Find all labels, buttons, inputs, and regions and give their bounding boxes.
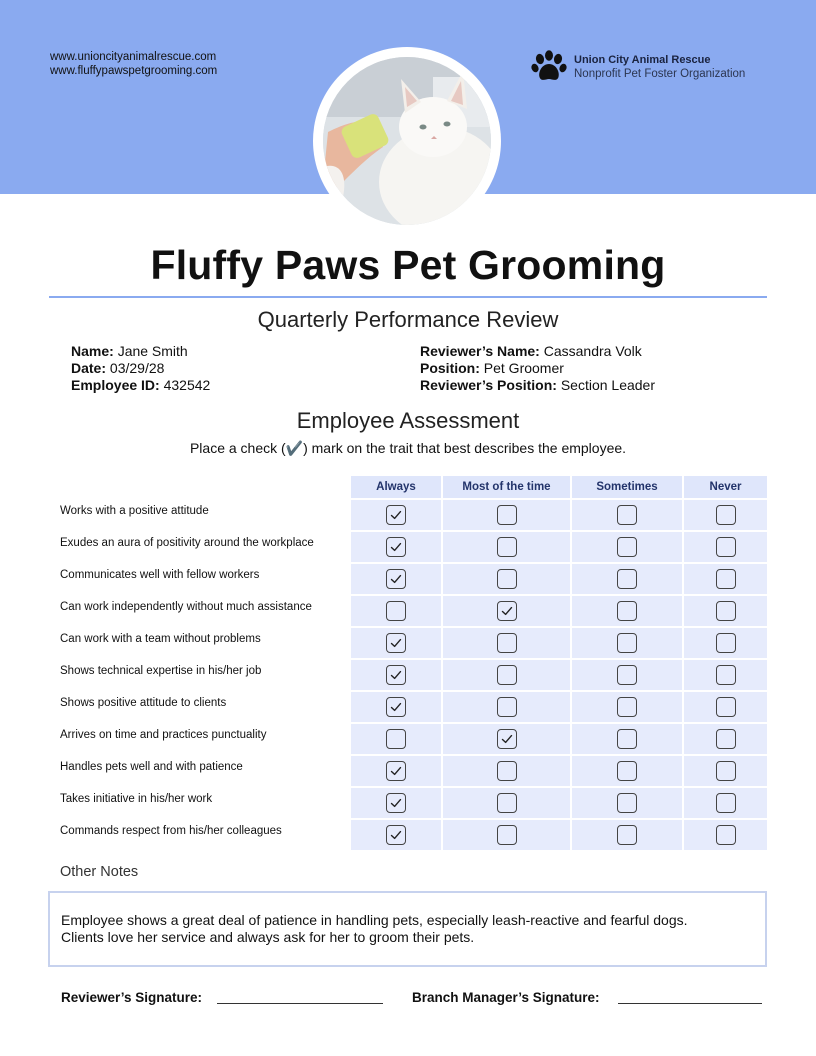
grid-cell-never: [684, 692, 767, 722]
checkbox-most-of-the-time[interactable]: [497, 729, 517, 749]
notes-field[interactable]: [48, 891, 767, 967]
checkmark-icon: [390, 541, 402, 553]
grid-cell-most-of-the-time: [443, 564, 570, 594]
grid-cell-never: [684, 532, 767, 562]
checkmark-icon: [390, 829, 402, 841]
grid-cell-never: [684, 564, 767, 594]
review-date-line: [71, 360, 210, 377]
checkmark-icon: [390, 765, 402, 777]
checkbox-always[interactable]: [386, 825, 406, 845]
position: Pet Groomer: [483, 360, 564, 376]
trait-label: Commands respect from his/her colleagues: [60, 825, 282, 837]
checkbox-always[interactable]: [386, 729, 406, 749]
organization-subtitle: Nonprofit Pet Foster Organization: [574, 68, 746, 80]
checkbox-always[interactable]: [386, 665, 406, 685]
grid-cell-sometimes: [572, 596, 682, 626]
grid-cell-sometimes: [572, 692, 682, 722]
checkbox-most-of-the-time[interactable]: [497, 569, 517, 589]
trait-label: Arrives on time and practices punctuality: [60, 729, 267, 741]
website-links: [50, 50, 217, 78]
employee-info: [71, 343, 210, 394]
checkbox-sometimes[interactable]: [617, 505, 637, 525]
column-header-never: Never: [684, 476, 767, 498]
reviewer-name: Cassandra Volk: [543, 343, 642, 359]
table-row: [351, 692, 769, 722]
title-divider: [49, 296, 767, 298]
reviewer-signature-label: Reviewer’s Signature:: [61, 990, 203, 1005]
review-date: 03/29/28: [109, 360, 165, 376]
table-row: [351, 756, 769, 786]
grid-cell-always: [351, 564, 441, 594]
checkbox-most-of-the-time[interactable]: [497, 825, 517, 845]
grid-cell-always: [351, 692, 441, 722]
grid-cell-most-of-the-time: [443, 756, 570, 786]
checkbox-sometimes[interactable]: [617, 569, 637, 589]
table-row: [351, 500, 769, 530]
trait-label: Exudes an aura of positivity around the workplace: [60, 537, 314, 549]
checkbox-sometimes[interactable]: [617, 665, 637, 685]
grid-cell-most-of-the-time: [443, 724, 570, 754]
checkbox-most-of-the-time[interactable]: [497, 697, 517, 717]
grid-cell-never: [684, 500, 767, 530]
trait-label: Shows technical expertise in his/her job: [60, 665, 262, 677]
checkmark-icon: [390, 573, 402, 585]
table-row: [351, 564, 769, 594]
checkbox-most-of-the-time[interactable]: [497, 537, 517, 557]
checkbox-most-of-the-time[interactable]: [497, 633, 517, 653]
checkbox-never[interactable]: [716, 569, 736, 589]
notes-line-2: Clients love her service and always ask for her to groom their pets.: [61, 929, 475, 945]
checkmark-icon: [390, 669, 402, 681]
employee-name: Jane Smith: [117, 343, 188, 359]
grid-cell-sometimes: [572, 756, 682, 786]
checkbox-never[interactable]: [716, 505, 736, 525]
checkbox-never[interactable]: [716, 793, 736, 813]
grid-cell-most-of-the-time: [443, 692, 570, 722]
trait-label: Communicates well with fellow workers: [60, 569, 260, 581]
grid-cell-most-of-the-time: [443, 788, 570, 818]
checkbox-never[interactable]: [716, 761, 736, 781]
grid-cell-always: [351, 756, 441, 786]
grid-cell-always: [351, 724, 441, 754]
checkbox-sometimes[interactable]: [617, 697, 637, 717]
trait-label: Takes initiative in his/her work: [60, 793, 213, 805]
grid-cell-never: [684, 724, 767, 754]
position-label: Position:: [420, 360, 480, 376]
cat-grooming-photo: [323, 57, 491, 225]
trait-label: Handles pets well and with patience: [60, 761, 243, 773]
reviewer-name-label: Reviewer’s Name:: [420, 343, 540, 359]
grid-cell-most-of-the-time: [443, 500, 570, 530]
grid-cell-never: [684, 820, 767, 850]
checkbox-always[interactable]: [386, 537, 406, 557]
grid-header: [351, 476, 769, 498]
checkbox-most-of-the-time[interactable]: [497, 505, 517, 525]
grooming-website-link[interactable]: www.fluffypawspetgrooming.com: [50, 65, 218, 77]
checkbox-always[interactable]: [386, 697, 406, 717]
table-row: [351, 724, 769, 754]
checkbox-never[interactable]: [716, 697, 736, 717]
checkbox-never[interactable]: [716, 537, 736, 557]
checkmark-icon: [390, 701, 402, 713]
checkbox-always[interactable]: [386, 569, 406, 589]
grid-cell-always: [351, 532, 441, 562]
reviewer-position-label: Reviewer’s Position:: [420, 377, 557, 393]
table-row: [351, 628, 769, 658]
organization-name: Union City Animal Rescue: [574, 54, 711, 66]
grid-cell-never: [684, 788, 767, 818]
employee-id-line: [71, 377, 210, 394]
page-subtitle: Quarterly Performance Review: [257, 307, 559, 332]
reviewer-position-line: [420, 377, 655, 394]
checkbox-always[interactable]: [386, 633, 406, 653]
assessment-grid: [351, 476, 769, 850]
employee-id-label: Employee ID:: [71, 377, 160, 393]
checkbox-most-of-the-time[interactable]: [497, 601, 517, 621]
trait-label: Shows positive attitude to clients: [60, 697, 227, 709]
checkbox-never[interactable]: [716, 665, 736, 685]
checkbox-most-of-the-time[interactable]: [497, 665, 517, 685]
grid-cell-sometimes: [572, 660, 682, 690]
table-row: [351, 596, 769, 626]
checkbox-always[interactable]: [386, 761, 406, 781]
employee-id: 432542: [163, 377, 211, 393]
grid-cell-never: [684, 660, 767, 690]
page-title: Fluffy Paws Pet Grooming: [150, 242, 666, 288]
grid-cell-always: [351, 628, 441, 658]
grid-cell-sometimes: [572, 788, 682, 818]
checkbox-always[interactable]: [386, 601, 406, 621]
checkbox-never[interactable]: [716, 729, 736, 749]
grid-cell-most-of-the-time: [443, 820, 570, 850]
trait-label: Can work independently without much assistance: [60, 601, 312, 613]
grid-cell-sometimes: [572, 628, 682, 658]
checkmark-icon: [501, 733, 513, 745]
assessment-title: Employee Assessment: [296, 408, 520, 433]
checkbox-sometimes[interactable]: [617, 793, 637, 813]
column-header-most-of-the-time: Most of the time: [443, 476, 570, 498]
table-row: [351, 660, 769, 690]
review-date-label: Date:: [71, 360, 107, 376]
position-line: [420, 360, 655, 377]
reviewer-info: [420, 343, 655, 394]
column-header-always: Always: [351, 476, 441, 498]
checkbox-most-of-the-time[interactable]: [497, 761, 517, 781]
table-row: [351, 532, 769, 562]
checkbox-never[interactable]: [716, 601, 736, 621]
grid-rows: [351, 500, 769, 850]
grid-cell-sometimes: [572, 500, 682, 530]
manager-signature-line[interactable]: [618, 1003, 762, 1004]
checkbox-always[interactable]: [386, 505, 406, 525]
grid-cell-sometimes: [572, 820, 682, 850]
employee-name-line: [71, 343, 210, 360]
notes-line-1: Employee shows a great deal of patience in handling pets, especially leash-reactive and fearful dogs.: [61, 912, 688, 928]
column-header-sometimes: Sometimes: [572, 476, 682, 498]
grid-cell-never: [684, 596, 767, 626]
grid-cell-always: [351, 788, 441, 818]
grid-cell-always: [351, 660, 441, 690]
grid-cell-most-of-the-time: [443, 532, 570, 562]
grid-cell-never: [684, 628, 767, 658]
table-row: [351, 788, 769, 818]
grid-cell-always: [351, 820, 441, 850]
checkbox-sometimes[interactable]: [617, 729, 637, 749]
grid-cell-always: [351, 500, 441, 530]
manager-signature-label: Branch Manager’s Signature:: [412, 990, 600, 1005]
notes-label: Other Notes: [60, 864, 139, 880]
checkmark-icon: [390, 637, 402, 649]
trait-list: [60, 499, 350, 851]
grid-cell-sometimes: [572, 564, 682, 594]
checkbox-never[interactable]: [716, 825, 736, 845]
grid-cell-sometimes: [572, 532, 682, 562]
assessment-instruction: Place a check (✔️) mark on the trait that best describes the employee.: [189, 440, 627, 456]
grid-cell-most-of-the-time: [443, 596, 570, 626]
checkbox-sometimes[interactable]: [617, 601, 637, 621]
paw-icon: [531, 50, 567, 84]
checkbox-most-of-the-time[interactable]: [497, 793, 517, 813]
reviewer-position: Section Leader: [560, 377, 656, 393]
checkmark-icon: [390, 797, 402, 809]
organization-block: [531, 50, 745, 84]
checkmark-icon: [390, 509, 402, 521]
grid-cell-most-of-the-time: [443, 628, 570, 658]
employee-name-label: Name:: [71, 343, 114, 359]
trait-label: Works with a positive attitude: [60, 505, 209, 517]
trait-label: Can work with a team without problems: [60, 633, 261, 645]
checkmark-icon: [501, 605, 513, 617]
reviewer-signature-line[interactable]: [217, 1003, 383, 1004]
grid-cell-always: [351, 596, 441, 626]
checkbox-never[interactable]: [716, 633, 736, 653]
grid-cell-never: [684, 756, 767, 786]
table-row: [351, 820, 769, 850]
checkbox-sometimes[interactable]: [617, 633, 637, 653]
reviewer-name-line: [420, 343, 655, 360]
checkbox-always[interactable]: [386, 793, 406, 813]
checkbox-sometimes[interactable]: [617, 537, 637, 557]
rescue-website-link[interactable]: www.unioncityanimalrescue.com: [50, 51, 217, 63]
grid-cell-most-of-the-time: [443, 660, 570, 690]
grid-cell-sometimes: [572, 724, 682, 754]
checkbox-sometimes[interactable]: [617, 761, 637, 781]
checkbox-sometimes[interactable]: [617, 825, 637, 845]
